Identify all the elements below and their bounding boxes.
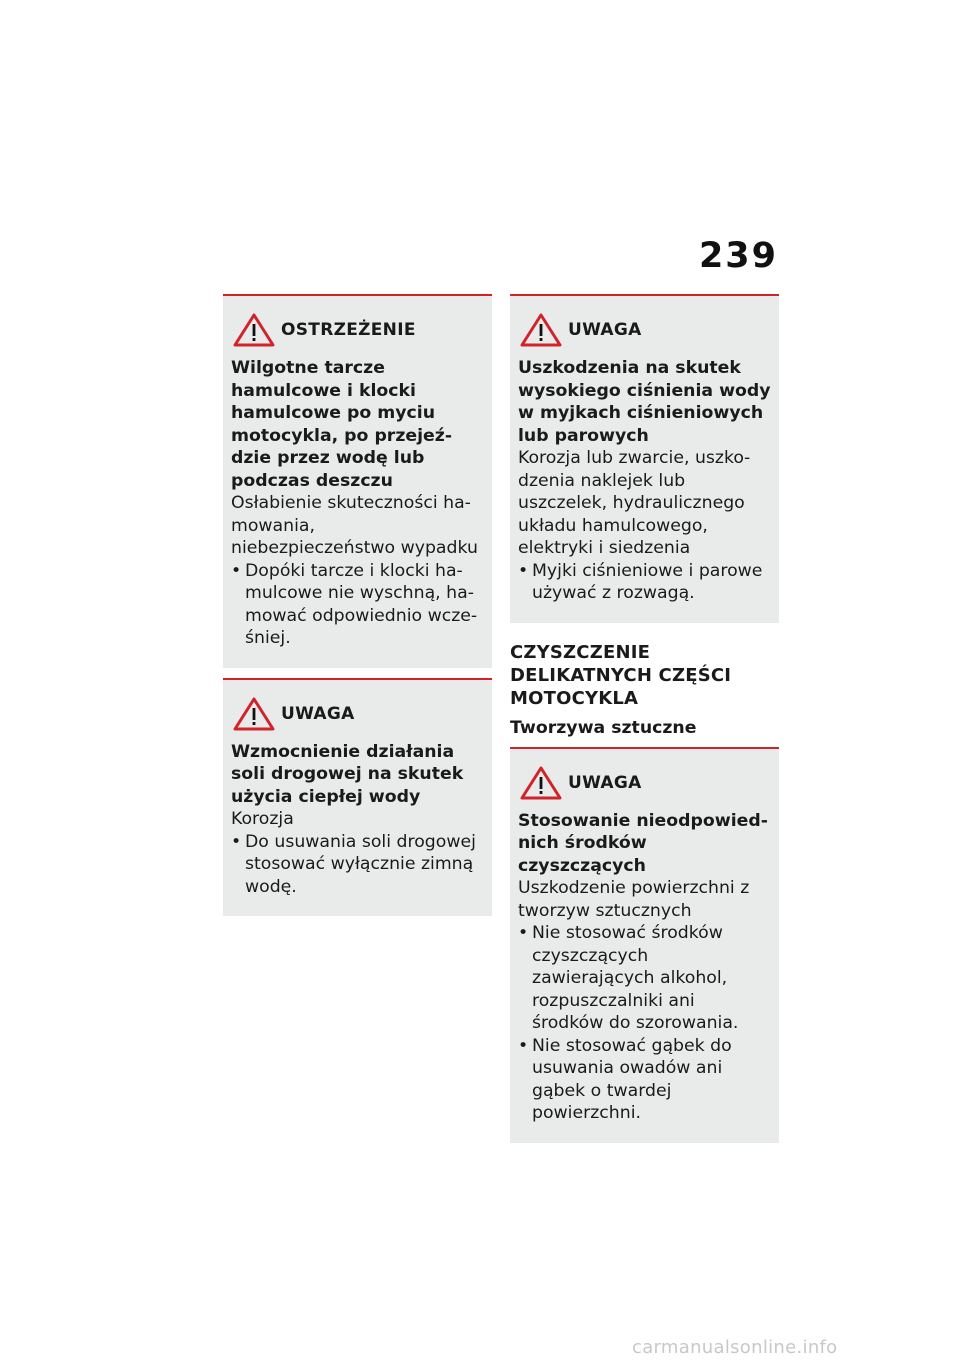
warning-triangle-icon bbox=[233, 697, 275, 731]
section-title: CZYSZCZENIE DELIKATNYCH CZĘŚCI MOTOCYKLA bbox=[510, 641, 732, 709]
box-header bbox=[231, 697, 484, 731]
bullet-item: • Dopóki tarcze i klocki hamulcowe nie wyschną, hamować odpowiednio wcześniej. bbox=[231, 560, 484, 650]
warning-triangle-icon bbox=[233, 313, 275, 347]
box-body: Uszkodzenie powierzchni z tworzyw sztucznych bbox=[518, 878, 750, 921]
box-title: Wilgotne tarcze hamulcowe i klocki hamulcowe po myciu motocykla, po przejeździe przez wodę lub podczas deszczu bbox=[231, 358, 453, 491]
bullet-item: • Nie stosować środków czyszczących zawierających alkohol, rozpuszczalniki ani środków do szorowania. bbox=[518, 922, 771, 1035]
caution-box bbox=[510, 747, 779, 1143]
box-label: OSTRZEŻENIE bbox=[281, 320, 416, 340]
bullet-item: • Do usuwania soli drogowej stosować wyłącznie zimną wodę. bbox=[231, 831, 484, 899]
box-title: Stosowanie nieodpowiednich środków czyszczących bbox=[518, 810, 768, 876]
bullet-item: • Myjki ciśnieniowe i parowe używać z rozwagą. bbox=[518, 560, 771, 605]
box-title: Uszkodzenia na skutek wysokiego ciśnienia wody w myjkach ciśnieniowych lub parowych bbox=[518, 358, 771, 446]
caution-box bbox=[223, 678, 492, 917]
box-header bbox=[518, 313, 771, 347]
warning-triangle-icon bbox=[520, 313, 562, 347]
box-title: Wzmocnienie działania soli drogowej na skutek użycia ciepłej wody bbox=[231, 741, 464, 807]
sub-title: Tworzywa sztuczne bbox=[510, 717, 697, 738]
box-body: Korozja lub zwarcie, uszkodzenia naklejek lub uszczelek, hydraulicznego układu hamulcowego, elektryki i siedzenia bbox=[518, 448, 751, 558]
box-label: UWAGA bbox=[281, 703, 355, 724]
warning-triangle-icon bbox=[520, 766, 562, 800]
box-body: Osłabienie skuteczności hamowania, niebezpieczeństwo wypadku bbox=[231, 493, 478, 558]
watermark: carmanualsonline.info bbox=[632, 1337, 838, 1358]
box-header bbox=[231, 313, 484, 347]
box-body: Korozja bbox=[231, 809, 294, 829]
box-label: UWAGA bbox=[568, 772, 642, 793]
bullet-item: • Nie stosować gąbek do usuwania owadów ani gąbek o twardej powierzchni. bbox=[518, 1035, 771, 1125]
left-column bbox=[223, 294, 492, 926]
right-column bbox=[510, 294, 779, 1153]
box-label: UWAGA bbox=[568, 320, 642, 340]
caution-box bbox=[510, 294, 779, 623]
page-number: 239 bbox=[698, 236, 778, 276]
warning-box bbox=[223, 294, 492, 668]
box-header bbox=[518, 766, 771, 800]
